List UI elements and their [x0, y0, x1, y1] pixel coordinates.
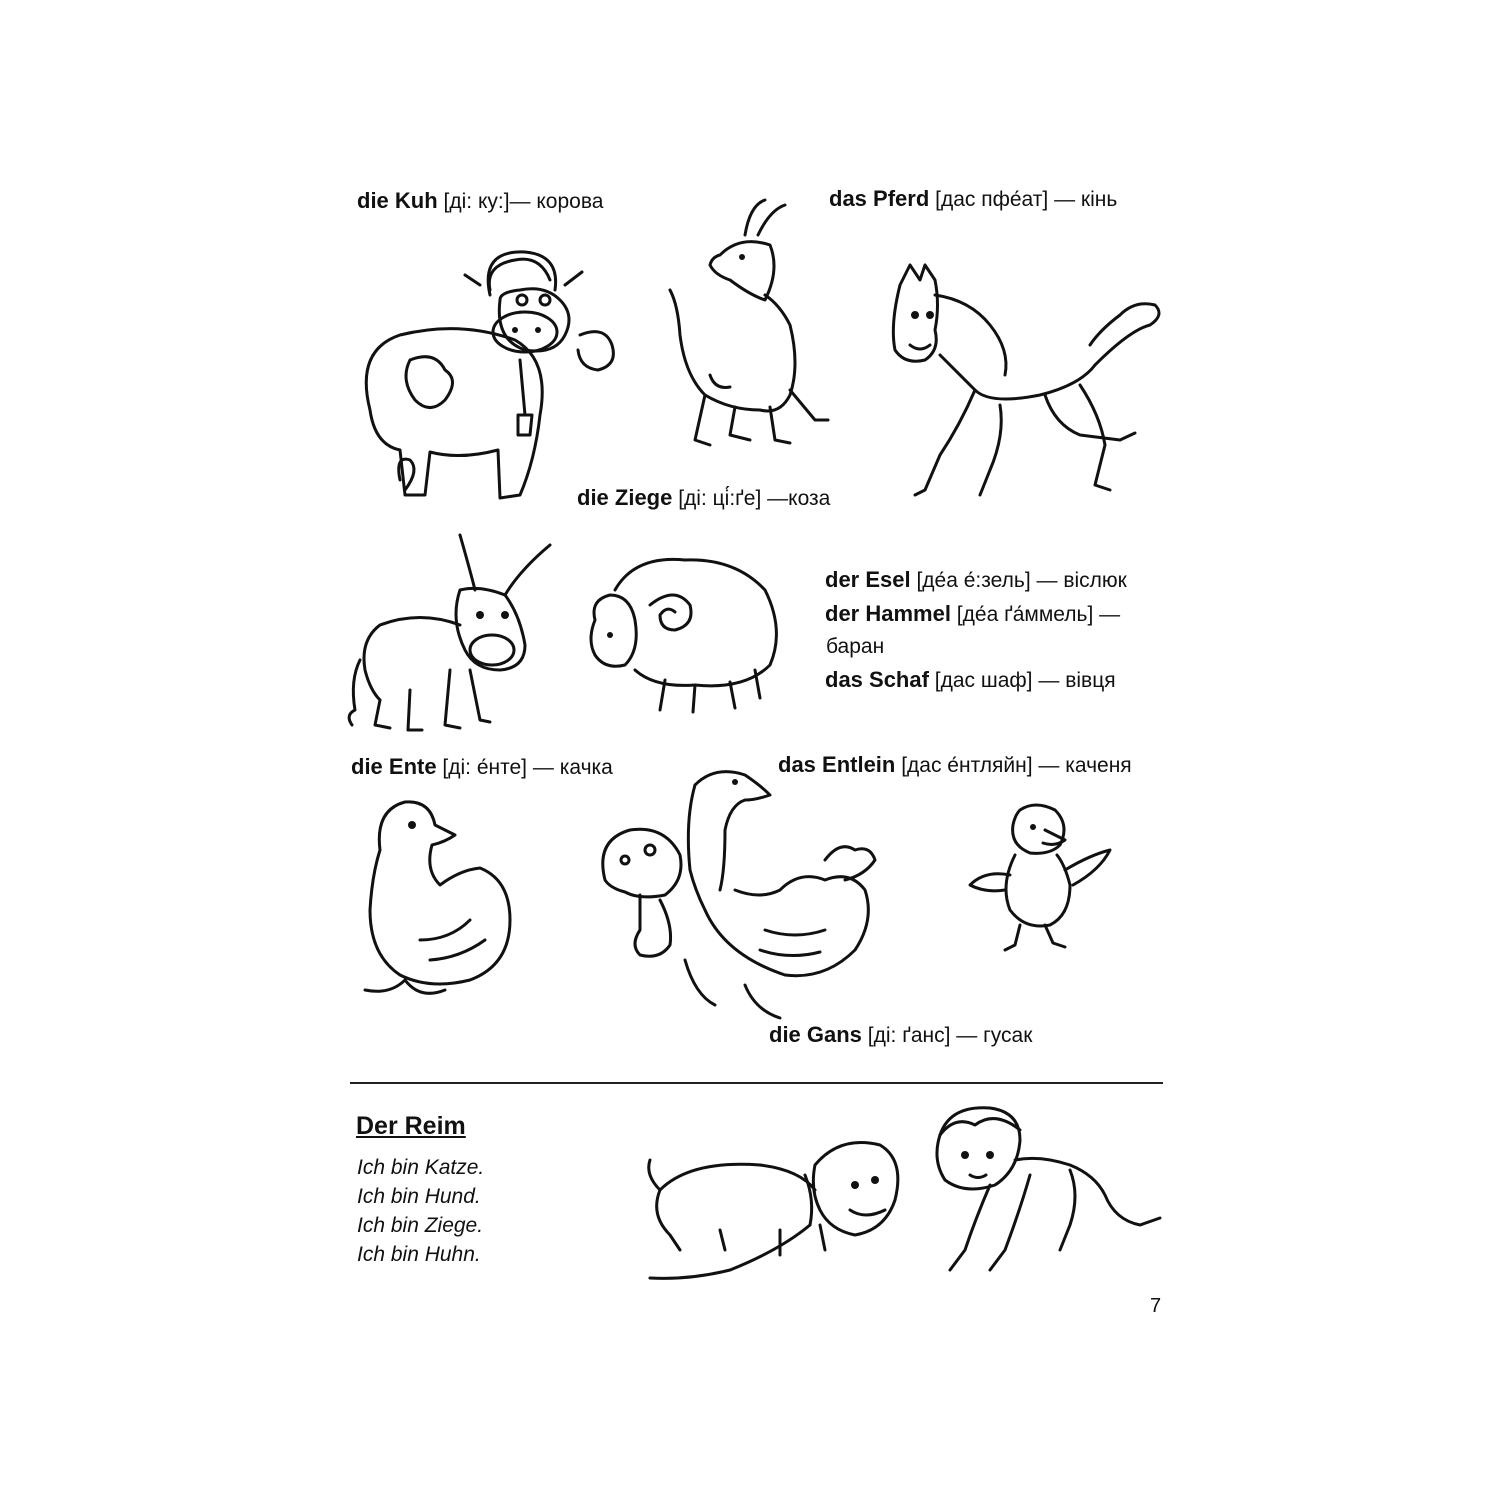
dash: —	[956, 1024, 978, 1047]
entry-hammel	[825, 601, 1120, 627]
duckling-illustration	[965, 795, 1115, 955]
rhyme-title: Der Reim	[356, 1112, 466, 1140]
dash: —	[1054, 188, 1076, 211]
german-word: die Kuh	[357, 188, 438, 213]
pronunciation: [дас пфе́ат]	[935, 188, 1049, 211]
section-divider	[350, 1082, 1163, 1084]
ram-illustration	[575, 550, 785, 720]
translation: корова	[536, 190, 604, 213]
pronunciation: [ді: ці́:ґе]	[678, 487, 762, 510]
rhyme-line: Ich bin Huhn.	[357, 1243, 481, 1266]
translation: кінь	[1080, 188, 1118, 211]
goat-illustration	[650, 195, 840, 465]
pronunciation: [де́а е́:зель]	[916, 569, 1031, 592]
german-word: das Entlein	[778, 752, 896, 777]
dash: —	[509, 190, 531, 213]
entry-pferd	[829, 186, 1117, 212]
pronunciation: [дас шаф]	[934, 669, 1033, 692]
duck-illustration	[350, 790, 520, 1015]
rhyme-line: Ich bin Katze.	[357, 1156, 485, 1179]
german-word: der Hammel	[825, 601, 951, 626]
rhyme-line: Ich bin Hund.	[357, 1185, 481, 1208]
page-number: 7	[1150, 1295, 1162, 1317]
translation: качка	[559, 756, 613, 779]
german-word: die Ente	[351, 754, 437, 779]
rhyme-lines	[357, 1153, 484, 1269]
pronunciation: [ді: ґанс]	[867, 1024, 951, 1047]
entry-esel	[825, 567, 1127, 593]
dash: —	[1038, 754, 1060, 777]
translation: вівця	[1065, 669, 1116, 692]
dog-illustration	[630, 1130, 920, 1290]
translation: каченя	[1065, 754, 1132, 777]
entry-kuh	[357, 188, 603, 214]
dash: —	[532, 756, 554, 779]
german-word: die Ziege	[577, 485, 673, 510]
entry-hammel-translation	[826, 634, 884, 659]
translation: гусак	[983, 1024, 1033, 1047]
german-word: der Esel	[825, 567, 911, 592]
pronunciation: [де́а ґа́ммель]	[956, 603, 1094, 626]
dash: —	[1099, 603, 1121, 626]
pronunciation: [дас е́нтляйн]	[901, 754, 1033, 777]
translation: віслюк	[1063, 569, 1127, 592]
rhyme-line: Ich bin Ziege.	[357, 1214, 484, 1237]
horse-illustration	[880, 255, 1170, 510]
boy-illustration	[920, 1100, 1170, 1290]
german-word: das Schaf	[825, 667, 929, 692]
goose-illustration	[585, 760, 885, 1030]
dash: —	[1038, 669, 1060, 692]
dash: —	[767, 487, 789, 510]
entry-schaf	[825, 667, 1116, 693]
pronunciation: [ді: ку:]	[443, 190, 510, 213]
german-word: das Pferd	[829, 186, 930, 211]
german-word: die Gans	[769, 1022, 862, 1047]
dash: —	[1036, 569, 1058, 592]
cow-illustration	[350, 240, 620, 510]
translation: коза	[788, 487, 831, 510]
donkey-illustration	[340, 530, 560, 735]
pronunciation: [ді: е́нте]	[442, 756, 528, 779]
entry-ente	[351, 754, 613, 780]
translation: баран	[826, 635, 885, 658]
